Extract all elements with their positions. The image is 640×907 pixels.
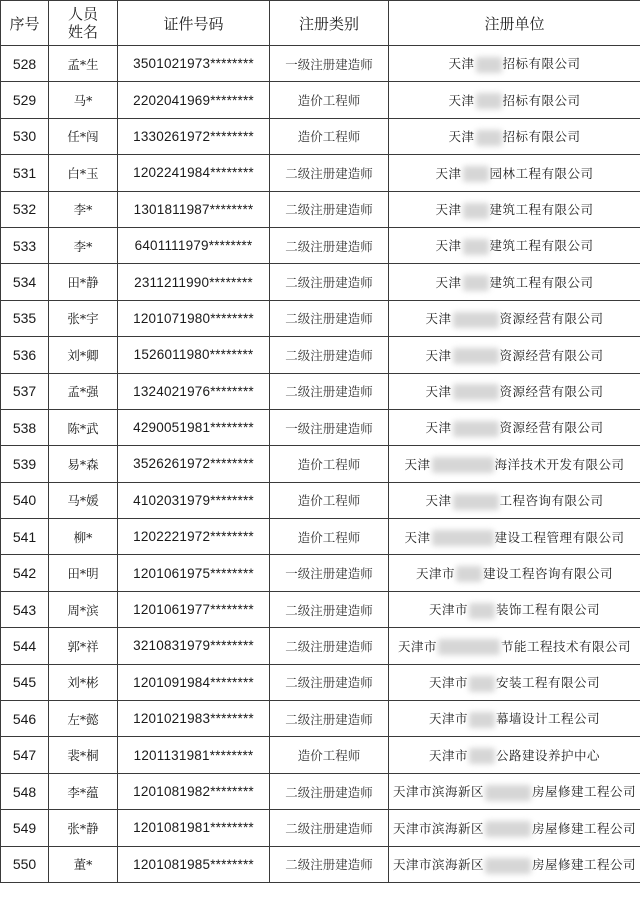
row-category: 一级注册建造师 — [270, 409, 389, 445]
row-category: 一级注册建造师 — [270, 555, 389, 591]
unit-suffix: 招标有限公司 — [502, 56, 581, 72]
row-index: 535 — [1, 300, 49, 336]
unit-prefix: 天津 — [448, 92, 475, 108]
row-unit — [389, 664, 640, 700]
row-category: 一级注册建造师 — [270, 46, 389, 82]
row-id-number: 1301811987******** — [118, 191, 270, 227]
redaction-blur — [469, 676, 495, 692]
redaction-blur — [432, 530, 494, 546]
row-index: 550 — [1, 846, 49, 882]
row-category: 二级注册建造师 — [270, 846, 389, 882]
unit-prefix: 天津市 — [428, 675, 468, 691]
row-category: 造价工程师 — [270, 482, 389, 518]
unit-prefix: 天津 — [425, 383, 452, 399]
row-index: 534 — [1, 264, 49, 300]
row-category: 造价工程师 — [270, 82, 389, 118]
row-category: 二级注册建造师 — [270, 591, 389, 627]
table-row — [1, 409, 640, 445]
row-index: 530 — [1, 118, 49, 154]
row-name: 易*森 — [49, 446, 118, 482]
row-category: 造价工程师 — [270, 118, 389, 154]
table-row — [1, 373, 640, 409]
row-category: 二级注册建造师 — [270, 664, 389, 700]
row-name: 周*滨 — [49, 591, 118, 627]
row-name: 左*懿 — [49, 701, 118, 737]
table-row — [1, 82, 640, 118]
redaction-blur — [463, 166, 489, 182]
header-category: 注册类别 — [270, 1, 389, 46]
row-id-number: 1201061975******** — [118, 555, 270, 591]
unit-prefix: 天津市 — [415, 565, 455, 581]
row-name: 孟*强 — [49, 373, 118, 409]
table-row — [1, 701, 640, 737]
unit-prefix: 天津市滨海新区 — [392, 784, 484, 800]
row-index: 538 — [1, 409, 49, 445]
unit-suffix: 节能工程技术有限公司 — [501, 638, 632, 654]
row-unit — [389, 300, 640, 336]
unit-suffix: 园林工程有限公司 — [489, 165, 594, 181]
redaction-blur — [453, 421, 499, 437]
redaction-blur — [463, 239, 489, 255]
redaction-blur — [453, 348, 499, 364]
row-category: 造价工程师 — [270, 519, 389, 555]
row-id-number: 3210831979******** — [118, 628, 270, 664]
header-row — [1, 1, 640, 46]
row-id-number: 3526261972******** — [118, 446, 270, 482]
row-name: 张*静 — [49, 810, 118, 846]
row-id-number: 1201091984******** — [118, 664, 270, 700]
row-unit — [389, 118, 640, 154]
unit-prefix: 天津 — [425, 347, 452, 363]
header-name-line2: 姓名 — [67, 23, 98, 41]
redaction-blur — [463, 275, 489, 291]
unit-suffix: 资源经营有限公司 — [499, 383, 604, 399]
row-unit — [389, 810, 640, 846]
table-row — [1, 810, 640, 846]
unit-prefix: 天津 — [435, 202, 462, 217]
row-category: 二级注册建造师 — [270, 300, 389, 336]
table-row — [1, 446, 640, 482]
row-category: 二级注册建造师 — [270, 227, 389, 263]
redaction-blur — [463, 203, 489, 219]
unit-suffix: 招标有限公司 — [502, 129, 581, 145]
row-category: 造价工程师 — [270, 737, 389, 773]
row-id-number: 1201081981******** — [118, 810, 270, 846]
row-unit — [389, 446, 640, 482]
table-row — [1, 591, 640, 627]
unit-prefix: 天津 — [425, 493, 452, 509]
row-category: 二级注册建造师 — [270, 628, 389, 664]
unit-prefix: 天津 — [435, 274, 462, 290]
unit-suffix: 房屋修建工程公司 — [532, 784, 637, 800]
row-unit — [389, 46, 640, 82]
row-id-number: 2311211990******** — [118, 264, 270, 300]
table-row — [1, 664, 640, 700]
unit-prefix: 天津 — [404, 456, 431, 472]
unit-prefix: 天津 — [435, 165, 462, 181]
row-name: 柳* — [49, 519, 118, 555]
row-name: 李* — [49, 191, 118, 227]
redaction-blur — [476, 57, 502, 73]
table-row — [1, 300, 640, 336]
redaction-blur — [469, 712, 495, 728]
row-name: 马*媛 — [49, 482, 118, 518]
table-row — [1, 846, 640, 882]
redaction-blur — [485, 858, 531, 874]
unit-suffix: 建设工程咨询有限公司 — [483, 565, 614, 581]
row-name: 任*闯 — [49, 118, 118, 154]
redaction-blur — [476, 130, 502, 146]
row-category: 造价工程师 — [270, 446, 389, 482]
row-unit — [389, 482, 640, 518]
redaction-blur — [453, 384, 499, 400]
unit-prefix: 天津市 — [428, 602, 468, 618]
redaction-blur — [485, 785, 531, 801]
redaction-blur — [453, 312, 499, 328]
row-id-number: 1201131981******** — [118, 737, 270, 773]
row-name: 田*静 — [49, 264, 118, 300]
unit-prefix: 天津市 — [428, 711, 468, 727]
unit-prefix: 天津市滨海新区 — [392, 820, 484, 836]
unit-suffix: 建筑工程有限公司 — [489, 238, 594, 254]
row-index: 539 — [1, 446, 49, 482]
row-id-number: 1202221972******** — [118, 519, 270, 555]
row-index: 541 — [1, 519, 49, 555]
table-row — [1, 191, 640, 227]
unit-prefix: 天津市 — [428, 747, 468, 763]
row-name: 张*宇 — [49, 300, 118, 336]
table-row — [1, 482, 640, 518]
row-index: 537 — [1, 373, 49, 409]
row-id-number: 1201081982******** — [118, 773, 270, 809]
row-unit — [389, 737, 640, 773]
header-name-line1: 人员 — [67, 5, 98, 23]
unit-prefix: 天津 — [435, 238, 462, 254]
row-id-number: 1201071980******** — [118, 300, 270, 336]
unit-suffix: 资源经营有限公司 — [499, 420, 604, 436]
row-unit — [389, 264, 640, 300]
row-name: 郭*祥 — [49, 628, 118, 664]
row-name: 马* — [49, 82, 118, 118]
redaction-blur — [438, 639, 500, 655]
unit-suffix: 房屋修建工程公司 — [532, 820, 637, 836]
redaction-blur — [469, 603, 495, 619]
row-index: 544 — [1, 628, 49, 664]
unit-prefix: 天津市 — [397, 638, 437, 654]
row-index: 540 — [1, 482, 49, 518]
unit-suffix: 资源经营有限公司 — [499, 347, 604, 363]
table-row — [1, 227, 640, 263]
row-name: 刘*卿 — [49, 337, 118, 373]
row-name: 田*明 — [49, 555, 118, 591]
row-index: 546 — [1, 701, 49, 737]
table-row — [1, 118, 640, 154]
row-name: 李* — [49, 227, 118, 263]
unit-suffix: 资源经营有限公司 — [499, 311, 604, 327]
row-unit — [389, 82, 640, 118]
unit-suffix: 幕墙设计工程公司 — [496, 711, 601, 727]
unit-suffix: 安装工程有限公司 — [496, 675, 601, 691]
row-name: 李*蕴 — [49, 773, 118, 809]
redaction-blur — [485, 821, 531, 837]
row-unit — [389, 191, 640, 227]
row-index: 545 — [1, 664, 49, 700]
unit-prefix: 天津 — [448, 56, 475, 72]
header-unit: 注册单位 — [389, 1, 640, 46]
redaction-blur — [456, 566, 482, 582]
row-name: 陈*武 — [49, 409, 118, 445]
row-index: 536 — [1, 337, 49, 373]
redaction-blur — [453, 494, 499, 510]
row-category: 二级注册建造师 — [270, 264, 389, 300]
row-unit — [389, 591, 640, 627]
row-index: 543 — [1, 591, 49, 627]
row-name: 刘*彬 — [49, 664, 118, 700]
row-name: 孟*生 — [49, 46, 118, 82]
row-id-number: 4102031979******** — [118, 482, 270, 518]
row-name: 董* — [49, 846, 118, 882]
unit-suffix: 装饰工程有限公司 — [496, 602, 601, 618]
row-category: 二级注册建造师 — [270, 373, 389, 409]
row-index: 529 — [1, 82, 49, 118]
unit-prefix: 天津市滨海新区 — [392, 857, 484, 873]
row-id-number: 1330261972******** — [118, 118, 270, 154]
row-category: 二级注册建造师 — [270, 773, 389, 809]
unit-suffix: 房屋修建工程公司 — [532, 857, 637, 873]
row-unit — [389, 409, 640, 445]
header-name — [49, 1, 118, 46]
table-row — [1, 46, 640, 82]
table-row — [1, 337, 640, 373]
row-id-number: 2202041969******** — [118, 82, 270, 118]
row-index: 542 — [1, 555, 49, 591]
unit-suffix: 建筑工程有限公司 — [489, 202, 594, 217]
table-row — [1, 264, 640, 300]
unit-prefix: 天津 — [404, 529, 431, 545]
row-category: 二级注册建造师 — [270, 701, 389, 737]
row-id-number: 1526011980******** — [118, 337, 270, 373]
row-id-number: 4290051981******** — [118, 409, 270, 445]
row-unit — [389, 628, 640, 664]
row-unit — [389, 155, 640, 191]
row-category: 二级注册建造师 — [270, 810, 389, 846]
unit-prefix: 天津 — [425, 420, 452, 436]
header-id-number: 证件号码 — [118, 1, 270, 46]
row-unit — [389, 701, 640, 737]
row-name: 裴*桐 — [49, 737, 118, 773]
table-body — [1, 46, 640, 883]
row-unit — [389, 519, 640, 555]
row-index: 532 — [1, 191, 49, 227]
unit-suffix: 海洋技术开发有限公司 — [494, 456, 625, 472]
row-id-number: 1202241984******** — [118, 155, 270, 191]
table-row — [1, 155, 640, 191]
row-index: 533 — [1, 227, 49, 263]
unit-suffix: 招标有限公司 — [502, 92, 581, 108]
redaction-blur — [432, 457, 494, 473]
row-index: 528 — [1, 46, 49, 82]
row-id-number: 1201061977******** — [118, 591, 270, 627]
row-id-number: 1201081985******** — [118, 846, 270, 882]
unit-suffix: 公路建设养护中心 — [496, 747, 601, 763]
table-row — [1, 773, 640, 809]
redaction-blur — [476, 93, 502, 109]
row-unit — [389, 227, 640, 263]
unit-suffix: 工程咨询有限公司 — [499, 493, 604, 509]
row-category: 二级注册建造师 — [270, 155, 389, 191]
header-index: 序号 — [1, 1, 49, 46]
row-index: 547 — [1, 737, 49, 773]
table-row — [1, 628, 640, 664]
table-row — [1, 519, 640, 555]
row-id-number: 1201021983******** — [118, 701, 270, 737]
row-unit — [389, 337, 640, 373]
unit-prefix: 天津 — [425, 311, 452, 327]
row-unit — [389, 555, 640, 591]
row-id-number: 1324021976******** — [118, 373, 270, 409]
row-unit — [389, 773, 640, 809]
row-unit — [389, 846, 640, 882]
unit-prefix: 天津 — [448, 129, 475, 145]
row-category: 二级注册建造师 — [270, 191, 389, 227]
row-id-number: 6401111979******** — [118, 227, 270, 263]
row-name: 白*玉 — [49, 155, 118, 191]
redaction-blur — [469, 748, 495, 764]
row-index: 531 — [1, 155, 49, 191]
unit-suffix: 建筑工程有限公司 — [489, 274, 594, 290]
row-id-number: 3501021973******** — [118, 46, 270, 82]
table-row — [1, 555, 640, 591]
row-index: 549 — [1, 810, 49, 846]
unit-suffix: 建设工程管理有限公司 — [494, 529, 625, 545]
row-index: 548 — [1, 773, 49, 809]
row-unit — [389, 373, 640, 409]
table-row — [1, 737, 640, 773]
row-category: 二级注册建造师 — [270, 337, 389, 373]
